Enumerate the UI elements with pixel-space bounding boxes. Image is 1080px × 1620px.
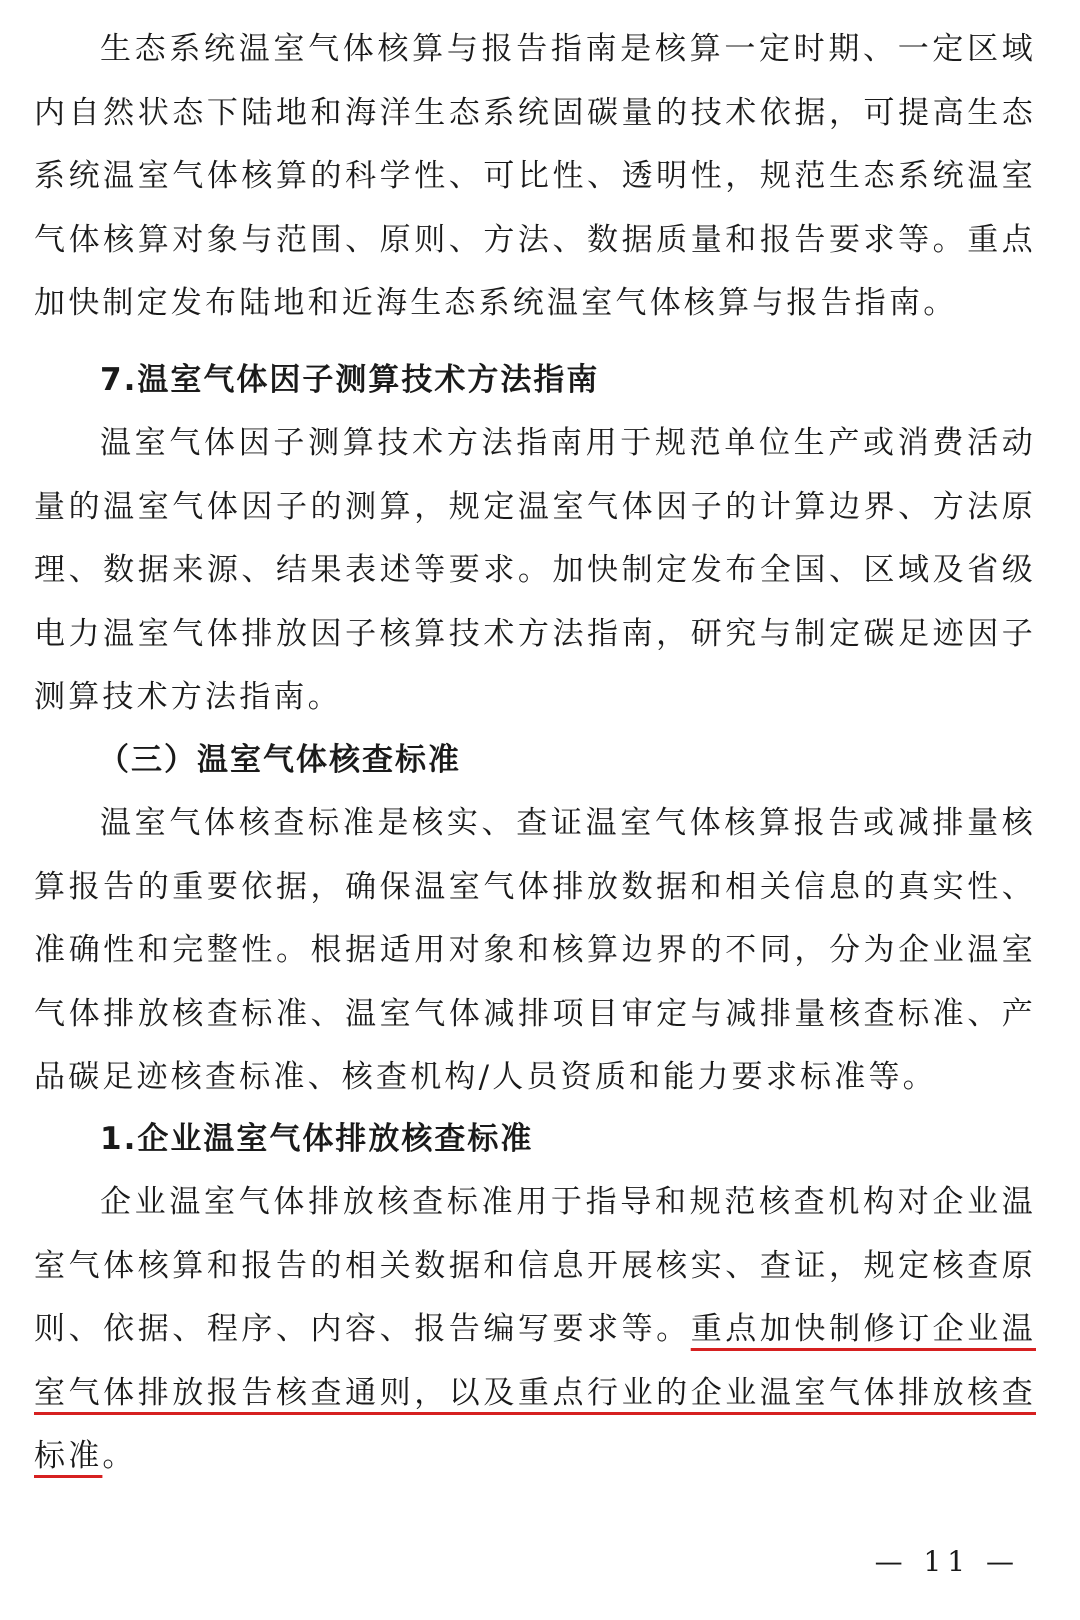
paragraph-ecosystem-guideline: 生态系统温室气体核算与报告指南是核算一定时期、一定区域内自然状态下陆地和海洋生态系统固碳量的技术依据，可提高生态系统温室气体核算的科学性、可比性、透明性，规范生态系统温室气体核算对象与范围、原则、方法、数据质量和报告要求等。重点加快制定发布陆地和近海生态系统温室气体核算与报告指南。 [34,31,1036,321]
heading-enterprise-verification: 1.企业温室气体排放核查标准 [100,1121,534,1157]
heading-factor-guideline: 7.温室气体因子测算技术方法指南 [100,362,600,398]
paragraph-factor-guideline: 温室气体因子测算技术方法指南用于规范单位生产或消费活动量的温室气体因子的测算，规定温室气体因子的计算边界、方法原理、数据来源、结果表述等要求。加快制定发布全国、区域及省级电力温室气体排放因子核算技术方法指南，研究与制定碳足迹因子测算技术方法指南。 [34,425,1036,715]
page-number: — 11 — [874,1545,1020,1578]
paragraph-end-mark: 。 [102,1438,137,1474]
paragraph-verification-standards: 温室气体核查标准是核实、查证温室气体核算报告或减排量核算报告的重要依据，确保温室气体排放数据和相关信息的真实性、准确性和完整性。根据适用对象和核算边界的不同，分为企业温室气体排放核查标准、温室气体减排项目审定与减排量核查标准、产品碳足迹核查标准、核查机构/人员资质和能力要求标准等。 [34,805,1036,1095]
heading-verification-standards: （三）温室气体核查标准 [98,742,461,778]
underlined-key-text: 重点加快制修订企业温室气体排放报告核查通则，以及重点行业的企业温室气体排放核查标准 [34,1311,1036,1474]
paragraph-enterprise-verification [34,1171,1036,1489]
paragraph-text: 企业温室气体排放核查标准用于指导和规范核查机构对企业温室气体核算和报告的相关数据和信息开展核实、查证，规定核查原则、依据、程序、内容、报告编写要求等。 [34,1184,1036,1347]
